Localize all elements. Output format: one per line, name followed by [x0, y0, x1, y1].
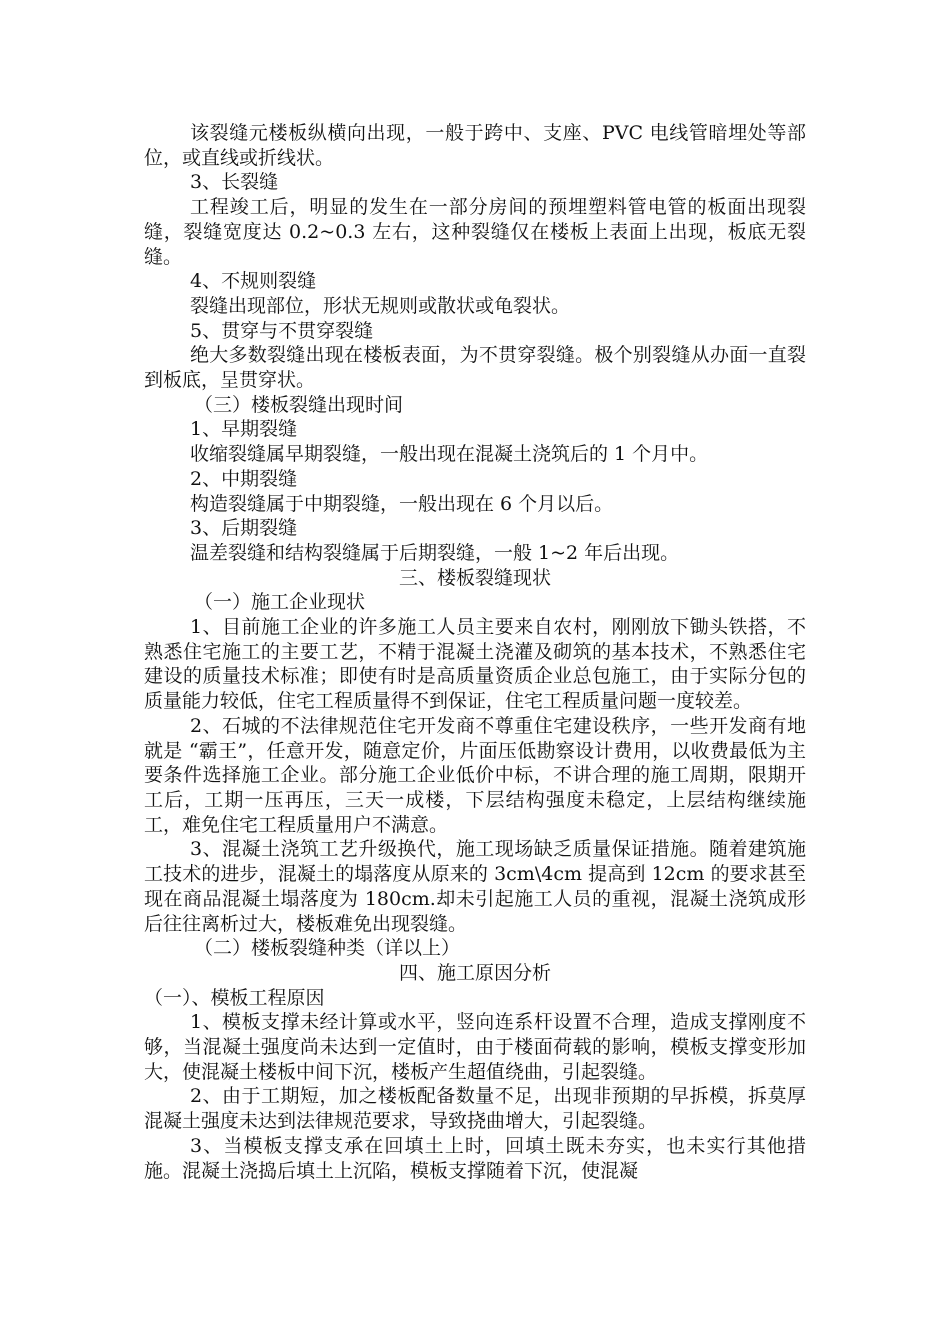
- paragraph-through-crack: 绝大多数裂缝出现在楼板表面，为不贯穿裂缝。极个别裂缝从办面一直裂到板底，呈贯穿状。: [144, 344, 806, 392]
- paragraph-formwork-2: 2、由于工期短，加之楼板配备数量不足，出现非预期的早拆模，拆莫厚混凝土强度未达到法律规范要求，导致挠曲增大，引起裂缝。: [144, 1085, 806, 1133]
- heading-early-crack: 1、早期裂缝: [190, 418, 298, 441]
- heading-contractor-status: （一）施工企业现状: [194, 591, 366, 614]
- paragraph-contractor-1: 1、目前施工企业的许多施工人员主要来自农村，刚刚放下锄头铁搭，不熟悉住宅施工的主要工艺，不精于混凝土浇灌及砌筑的基本技术，不熟悉住宅建设的质量技术标准；即使有时是高质量资质企业总包施工，由于实际分包的质量能力较低，住宅工程质量得不到保证，住宅工程质量问题一度较差。: [144, 616, 806, 713]
- paragraph-formwork-1: 1、模板支撑未经计算或水平，竖向连系杆设置不合理，造成支撑刚度不够，当混凝土强度尚未达到一定值时，由于楼面荷载的影响，模板支撑变形加大，使混凝土楼板中间下沉，楼板产生超值绕曲，引起裂缝。: [144, 1011, 806, 1083]
- paragraph-crack-description: 该裂缝元楼板纵横向出现，一般于跨中、支座、PVC 电线管暗埋处等部位，或直线或折线状。: [144, 122, 806, 169]
- heading-irregular-crack: 4、不规则裂缝: [190, 270, 317, 293]
- section-title-status: 三、楼板裂缝现状: [398, 566, 551, 589]
- heading-mid-crack: 2、中期裂缝: [190, 467, 298, 490]
- heading-crack-types: （二）楼板裂缝种类（详以上）: [194, 937, 461, 960]
- paragraph-contractor-2: 2、石城的不法律规范住宅开发商不尊重住宅建设秩序，一些开发商有地就是 “霸王”，任意开发，随意定价，片面压低勘察设计费用，以收费最低为主要条件选择施工企业。部分施工企业低价中标，不讲合理的施工周期，限期开工后，工期一压再压，三天一成楼，下层结构强度未稳定，上层结构继续施工，难免住宅工程质量用户不满意。: [144, 714, 806, 836]
- paragraph-formwork-3: 3、当模板支撑支承在回填土上时，回填土既未夯实，也未实行其他措施。混凝土浇捣后填土上沉陷，模板支撑随着下沉，使混凝: [144, 1134, 806, 1182]
- heading-late-crack: 3、后期裂缝: [190, 517, 298, 540]
- document-body: [144, 121, 806, 1183]
- paragraph-irregular-crack: 裂缝出现部位，形状无规则或散状或龟裂状。: [190, 294, 571, 317]
- section-title-analysis: 四、施工原因分析: [398, 961, 551, 984]
- paragraph-early-crack: 收缩裂缝属早期裂缝，一般出现在混凝土浇筑后的 1 个月中。: [190, 443, 709, 466]
- heading-through-crack: 5、贯穿与不贯穿裂缝: [190, 319, 374, 342]
- paragraph-late-crack: 温差裂缝和结构裂缝属于后期裂缝，一般 1~2 年后出现。: [190, 541, 680, 564]
- paragraph-mid-crack: 构造裂缝属于中期裂缝，一般出现在 6 个月以后。: [190, 492, 614, 515]
- heading-crack-timing: （三）楼板裂缝出现时间: [194, 393, 404, 416]
- heading-long-crack: 3、长裂缝: [190, 171, 279, 194]
- paragraph-contractor-3: 3、混凝土浇筑工艺升级换代，施工现场缺乏质量保证措施。随着建筑施工技术的进步，混凝土的塌落度从原来的 3cm\4cm 提高到 12cm 的要求甚至现在商品混凝土塌落度为 180cm.却未引起施工人员的重视，混凝土浇筑成形后往往离析过大，楼板难免出现裂缝。: [144, 838, 806, 935]
- paragraph-long-crack: 工程竣工后，明显的发生在一部分房间的预埋塑料管电管的板面出现裂缝，裂缝宽度达 0.2~0.3 左右，这种裂缝仅在楼板上表面上出现，板底无裂缝。: [144, 196, 806, 268]
- heading-formwork: （一）、模板工程原因: [144, 986, 325, 1009]
